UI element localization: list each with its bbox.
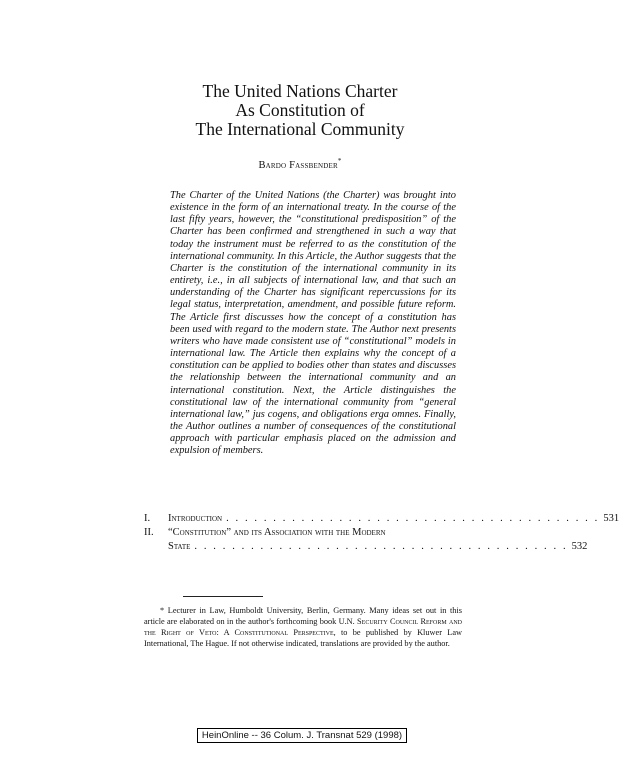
footnote-text-2: , to be published by Kluwer Law International, The Hague. If not otherwise indicated, translations are provided by the author. [144, 627, 462, 648]
footnote-book-title: Security Council Reform and the Right of Veto: A Constitutional Perspective [144, 616, 462, 637]
toc-leader-dots: . . . . . . . . . . . . . . . . . . . . . . . . . . . . . . . . . . . . . . . . [226, 513, 600, 524]
heinonline-citation-stamp: HeinOnline -- 36 Colum. J. Transnat 529 (1998) [197, 728, 407, 743]
author-name: Bardo Fassbender [258, 160, 338, 171]
title-line-3: The International Community [195, 119, 405, 139]
toc-entry-number: I. [144, 513, 151, 524]
toc-entry-number: II. [144, 527, 154, 538]
footnote-text-1: Lecturer in Law, Humboldt University, Berlin, Germany. Many ideas set out in this article are elaborated on in the author's forthcoming book U.N. [144, 606, 462, 626]
footnote-mark: * [160, 606, 165, 615]
author-byline [0, 157, 600, 171]
author-footnote-mark: * [337, 157, 342, 165]
abstract: The Charter of the United Nations (the Charter) was brought into existence in the form of an international treaty. In the course of the last fifty years, however, the “constitutional predisposition” of the Charter has been confirmed and strengthened in such a way that today the instrument must be referred to as the constitution of the international community. In this Article, the Author suggests that the Charter is the constitution of the international community in its entirety, i.e., in all subjects of international law, and that such an understanding of the Charter has significant repercussions for its legal status, interpretation, amendment, and possible future reform. The Article first discusses how the concept of a constitution has been used with regard to the modern state. The Author next presents writers who have made consistent use of “constitutional” models in international law. The Article then explains why the concept of a constitution can be applied to bodies other than states and discusses the relationship between the international community and an international constitution. Next, the Article distinguishes the constitutional law of the international community from “general international law,” jus cogens, and obligations erga omnes. Finally, the Author outlines a number of consequences of the constitutional approach with particular emphasis placed on the admission and expulsion of members. [170, 190, 456, 457]
title-line-1: The United Nations Charter [202, 81, 398, 101]
toc-entry-title-line2: State [168, 541, 191, 552]
table-of-contents [144, 512, 619, 554]
toc-leader-dots: . . . . . . . . . . . . . . . . . . . . . . . . . . . . . . . . . . . . . . . . [194, 541, 568, 552]
toc-entry-title: Introduction [168, 513, 223, 524]
article-title [0, 82, 600, 139]
title-line-2: As Constitution of [235, 100, 365, 120]
toc-entry-title-line1: “Constitution” and its Association with the Modern [168, 527, 386, 538]
toc-entry-introduction [144, 512, 619, 526]
toc-entry-page: 532 [571, 541, 588, 552]
footnote [144, 606, 462, 650]
toc-entry-page: 531 [603, 513, 619, 524]
toc-entry-constitution [144, 526, 588, 554]
footnote-divider [183, 596, 263, 597]
